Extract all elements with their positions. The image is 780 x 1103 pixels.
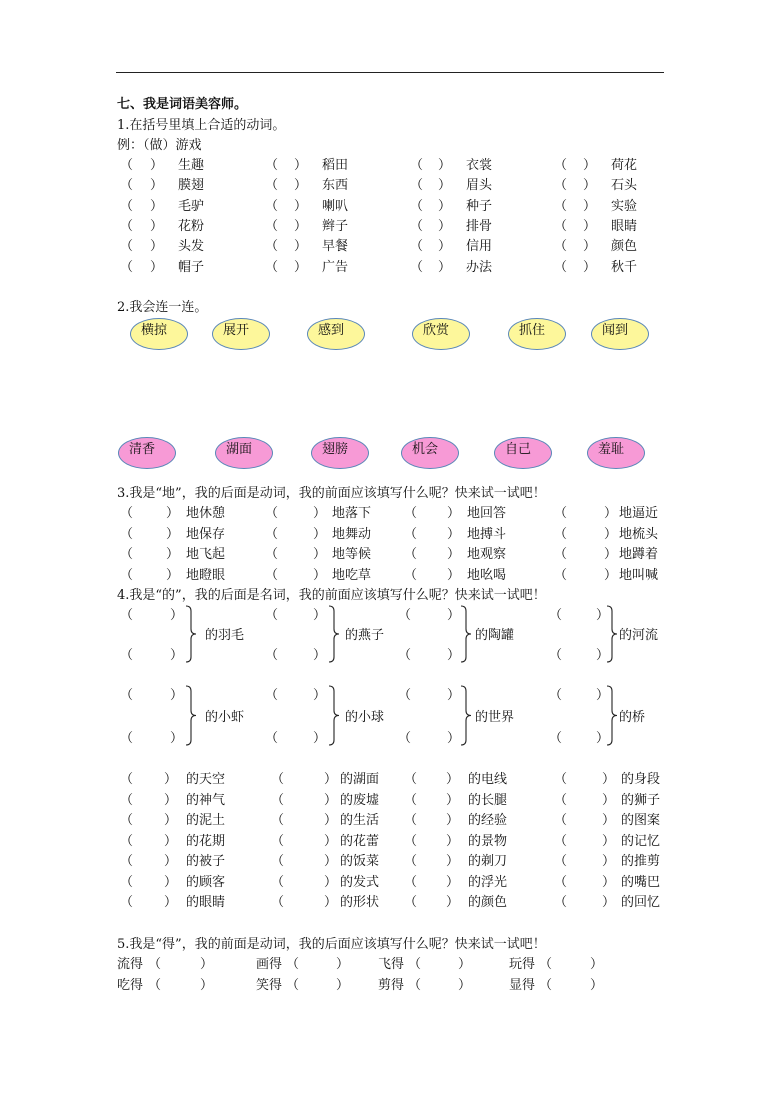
match-top-3[interactable]: 感到 — [307, 318, 365, 350]
blank-close-paren: ） — [324, 834, 338, 849]
q1-word: 眼睛 — [611, 219, 638, 234]
blank-close-paren: ） — [604, 568, 618, 583]
match-top-2[interactable]: 展开 — [212, 318, 270, 350]
blank-close-paren: ） — [324, 793, 338, 808]
blank-open-paren: （ — [404, 547, 418, 562]
blank-close-paren: ） — [150, 158, 164, 173]
q4-brace-word: 的世界 — [475, 710, 515, 725]
q1-word: 花粉 — [178, 219, 205, 234]
blank-close-paren: ） — [324, 813, 338, 828]
blank-close-paren: ） — [164, 895, 178, 910]
blank-open-paren: （ — [120, 158, 134, 173]
blank-close-paren: ） — [438, 199, 452, 214]
q5-word: 飞得 — [378, 957, 405, 972]
match-bottom-3[interactable]: 翅膀 — [311, 437, 369, 469]
q1-word: 石头 — [611, 178, 638, 193]
right-brace-icon — [459, 605, 475, 663]
blank-open-paren: （ — [549, 648, 563, 663]
blank-open-paren: （ — [120, 178, 134, 193]
q1-word: 头发 — [178, 239, 205, 254]
q1-word: 膜翅 — [178, 178, 205, 193]
q3-word: 地落下 — [332, 506, 372, 521]
blank-close-paren: ） — [602, 895, 616, 910]
blank-close-paren: ） — [447, 648, 461, 663]
q3-word: 地回答 — [467, 506, 507, 521]
q1-word: 辫子 — [322, 219, 349, 234]
q3-title: 3.我是“地”，我的后面是动词，我的前面应该填写什么呢？快来试一试吧！ — [117, 486, 546, 501]
q4-word: 的湖面 — [340, 772, 380, 787]
q1-word: 颜色 — [611, 239, 638, 254]
blank-open-paren: （ — [120, 239, 134, 254]
blank-open-paren: （ — [265, 506, 279, 521]
blank-close-paren: ） — [324, 875, 338, 890]
blank-close-paren: ） — [200, 978, 214, 993]
q4-brace-word: 的陶罐 — [475, 628, 515, 643]
q1-word: 种子 — [466, 199, 493, 214]
q3-word: 地吃草 — [332, 568, 372, 583]
q4-word: 的生活 — [340, 813, 380, 828]
match-bottom-5[interactable]: 自己 — [494, 437, 552, 469]
blank-open-paren: （ — [549, 608, 563, 623]
blank-open-paren: （ — [549, 688, 563, 703]
blank-open-paren: （ — [271, 813, 285, 828]
q4-word: 的被子 — [186, 854, 226, 869]
q3-word: 地舞动 — [332, 527, 372, 542]
blank-close-paren: ） — [294, 239, 308, 254]
blank-open-paren: （ — [120, 834, 134, 849]
blank-close-paren: ） — [166, 568, 180, 583]
blank-close-paren: ） — [166, 547, 180, 562]
blank-close-paren: ） — [164, 793, 178, 808]
blank-open-paren: （ — [265, 648, 279, 663]
blank-open-paren: （ — [404, 895, 418, 910]
q3-word: 地吆喝 — [467, 568, 507, 583]
right-brace-icon — [184, 685, 200, 746]
blank-close-paren: ） — [602, 772, 616, 787]
blank-close-paren: ） — [438, 158, 452, 173]
blank-open-paren: （ — [554, 793, 568, 808]
q4-word: 的花期 — [186, 834, 226, 849]
blank-close-paren: ） — [596, 731, 610, 746]
q4-word: 的花蕾 — [340, 834, 380, 849]
q4-title: 4.我是“的”，我的后面是名词，我的前面应该填写什么呢？快来试一试吧！ — [117, 588, 546, 603]
q1-word: 喇叭 — [322, 199, 349, 214]
blank-open-paren: （ — [265, 731, 279, 746]
blank-close-paren: ） — [336, 978, 350, 993]
blank-close-paren: ） — [313, 648, 327, 663]
q4-word: 的形状 — [340, 895, 380, 910]
blank-open-paren: （ — [398, 608, 412, 623]
blank-close-paren: ） — [170, 731, 184, 746]
blank-open-paren: （ — [554, 875, 568, 890]
q1-word: 稻田 — [322, 158, 349, 173]
blank-open-paren: （ — [408, 957, 422, 972]
q4-brace-word: 的桥 — [619, 710, 646, 725]
blank-close-paren: ） — [447, 506, 461, 521]
blank-open-paren: （ — [410, 219, 424, 234]
blank-close-paren: ） — [324, 895, 338, 910]
blank-open-paren: （ — [120, 608, 134, 623]
blank-open-paren: （ — [554, 199, 568, 214]
blank-open-paren: （ — [271, 895, 285, 910]
blank-close-paren: ） — [313, 527, 327, 542]
blank-close-paren: ） — [446, 772, 460, 787]
blank-close-paren: ） — [313, 688, 327, 703]
match-top-4[interactable]: 欣赏 — [412, 318, 470, 350]
q4-word: 的眼睛 — [186, 895, 226, 910]
blank-close-paren: ） — [166, 527, 180, 542]
blank-open-paren: （ — [120, 854, 134, 869]
blank-open-paren: （ — [120, 568, 134, 583]
blank-open-paren: （ — [286, 957, 300, 972]
blank-open-paren: （ — [148, 978, 162, 993]
blank-close-paren: ） — [294, 199, 308, 214]
q3-word: 地瞪眼 — [186, 568, 226, 583]
q1-word: 实验 — [611, 199, 638, 214]
blank-open-paren: （ — [148, 957, 162, 972]
blank-open-paren: （ — [539, 978, 553, 993]
blank-open-paren: （ — [398, 731, 412, 746]
blank-close-paren: ） — [446, 793, 460, 808]
match-bottom-2[interactable]: 湖面 — [215, 437, 273, 469]
blank-close-paren: ） — [458, 978, 472, 993]
blank-open-paren: （ — [549, 731, 563, 746]
blank-open-paren: （ — [404, 772, 418, 787]
match-bottom-1[interactable]: 清香 — [118, 437, 176, 469]
q4-word: 的经验 — [468, 813, 508, 828]
blank-open-paren: （ — [120, 731, 134, 746]
blank-open-paren: （ — [404, 875, 418, 890]
blank-open-paren: （ — [265, 219, 279, 234]
blank-open-paren: （ — [265, 199, 279, 214]
blank-close-paren: ） — [596, 648, 610, 663]
match-top-6[interactable]: 闻到 — [591, 318, 649, 350]
blank-close-paren: ） — [604, 527, 618, 542]
q4-word: 的推剪 — [621, 854, 661, 869]
blank-open-paren: （ — [398, 688, 412, 703]
q3-word: 地等候 — [332, 547, 372, 562]
blank-close-paren: ） — [313, 506, 327, 521]
q5-word: 吃得 — [117, 978, 144, 993]
blank-open-paren: （ — [554, 178, 568, 193]
blank-close-paren: ） — [447, 547, 461, 562]
blank-open-paren: （ — [120, 506, 134, 521]
q4-word: 的浮光 — [468, 875, 508, 890]
right-brace-icon — [327, 605, 343, 663]
blank-open-paren: （ — [404, 527, 418, 542]
q4-word: 的嘴巴 — [621, 875, 661, 890]
q1-word: 早餐 — [322, 239, 349, 254]
blank-open-paren: （ — [554, 527, 568, 542]
blank-open-paren: （ — [265, 178, 279, 193]
q4-brace-word: 的河流 — [619, 628, 659, 643]
blank-close-paren: ） — [596, 608, 610, 623]
blank-close-paren: ） — [446, 895, 460, 910]
q1-word: 东西 — [322, 178, 349, 193]
blank-open-paren: （ — [286, 978, 300, 993]
blank-open-paren: （ — [554, 158, 568, 173]
blank-open-paren: （ — [120, 260, 134, 275]
blank-close-paren: ） — [170, 648, 184, 663]
q4-brace-word: 的燕子 — [345, 628, 385, 643]
blank-open-paren: （ — [271, 854, 285, 869]
blank-close-paren: ） — [170, 688, 184, 703]
blank-close-paren: ） — [583, 158, 597, 173]
blank-close-paren: ） — [313, 731, 327, 746]
blank-open-paren: （ — [120, 813, 134, 828]
blank-open-paren: （ — [554, 239, 568, 254]
blank-close-paren: ） — [458, 957, 472, 972]
q3-word: 地叫喊 — [619, 568, 659, 583]
blank-close-paren: ） — [164, 875, 178, 890]
q1-word: 信用 — [466, 239, 493, 254]
blank-open-paren: （ — [120, 219, 134, 234]
blank-close-paren: ） — [602, 834, 616, 849]
q1-word: 帽子 — [178, 260, 205, 275]
blank-open-paren: （ — [408, 978, 422, 993]
blank-close-paren: ） — [150, 178, 164, 193]
q3-word: 地蹲着 — [619, 547, 659, 562]
blank-open-paren: （ — [120, 547, 134, 562]
blank-open-paren: （ — [265, 547, 279, 562]
q1-word: 毛驴 — [178, 199, 205, 214]
blank-open-paren: （ — [404, 854, 418, 869]
blank-open-paren: （ — [265, 568, 279, 583]
blank-close-paren: ） — [150, 260, 164, 275]
q3-word: 地搏斗 — [467, 527, 507, 542]
q3-word: 地飞起 — [186, 547, 226, 562]
section-title: 七、我是词语美容师。 — [117, 97, 248, 112]
blank-open-paren: （ — [410, 199, 424, 214]
match-bottom-6[interactable]: 羞耻 — [587, 437, 645, 469]
blank-open-paren: （ — [410, 158, 424, 173]
q4-word: 的身段 — [621, 772, 661, 787]
blank-open-paren: （ — [404, 793, 418, 808]
blank-close-paren: ） — [604, 547, 618, 562]
match-bottom-4[interactable]: 机会 — [401, 437, 459, 469]
blank-close-paren: ） — [602, 813, 616, 828]
blank-close-paren: ） — [150, 219, 164, 234]
q1-word: 衣裳 — [466, 158, 493, 173]
blank-open-paren: （ — [410, 178, 424, 193]
q3-word: 地梳头 — [619, 527, 659, 542]
q4-word: 的颜色 — [468, 895, 508, 910]
q4-word: 的电线 — [468, 772, 508, 787]
blank-open-paren: （ — [554, 854, 568, 869]
blank-open-paren: （ — [265, 608, 279, 623]
blank-close-paren: ） — [313, 608, 327, 623]
blank-close-paren: ） — [294, 178, 308, 193]
blank-open-paren: （ — [554, 506, 568, 521]
q5-word: 流得 — [117, 957, 144, 972]
blank-open-paren: （ — [404, 506, 418, 521]
blank-open-paren: （ — [404, 568, 418, 583]
blank-close-paren: ） — [166, 506, 180, 521]
blank-close-paren: ） — [200, 957, 214, 972]
blank-close-paren: ） — [583, 219, 597, 234]
blank-close-paren: ） — [336, 957, 350, 972]
q1-word: 眉头 — [466, 178, 493, 193]
blank-close-paren: ） — [447, 608, 461, 623]
q4-word: 的图案 — [621, 813, 661, 828]
blank-open-paren: （ — [398, 648, 412, 663]
q4-brace-word: 的羽毛 — [205, 628, 245, 643]
q1-word: 荷花 — [611, 158, 638, 173]
blank-close-paren: ） — [164, 854, 178, 869]
q5-word: 显得 — [509, 978, 536, 993]
q4-brace-word: 的小虾 — [205, 710, 245, 725]
blank-close-paren: ） — [590, 957, 604, 972]
q4-brace-word: 的小球 — [345, 710, 385, 725]
q1-word: 生趣 — [178, 158, 205, 173]
blank-open-paren: （ — [554, 772, 568, 787]
blank-close-paren: ） — [294, 219, 308, 234]
blank-open-paren: （ — [120, 793, 134, 808]
blank-close-paren: ） — [438, 178, 452, 193]
q4-word: 的废墟 — [340, 793, 380, 808]
q1-word: 排骨 — [466, 219, 493, 234]
blank-open-paren: （ — [265, 688, 279, 703]
blank-close-paren: ） — [602, 854, 616, 869]
blank-open-paren: （ — [271, 772, 285, 787]
blank-close-paren: ） — [447, 527, 461, 542]
q4-word: 的饭菜 — [340, 854, 380, 869]
q1-title: 1.在括号里填上合适的动词。 — [117, 118, 286, 133]
q4-word: 的长腿 — [468, 793, 508, 808]
blank-open-paren: （ — [265, 260, 279, 275]
blank-open-paren: （ — [554, 813, 568, 828]
q5-title: 5.我是“得”，我的前面是动词，我的后面应该填写什么呢？快来试一试吧！ — [117, 937, 546, 952]
blank-close-paren: ） — [164, 813, 178, 828]
blank-open-paren: （ — [554, 260, 568, 275]
blank-open-paren: （ — [554, 834, 568, 849]
q4-word: 的剃刀 — [468, 854, 508, 869]
right-brace-icon — [459, 685, 475, 746]
blank-open-paren: （ — [410, 260, 424, 275]
q4-word: 的狮子 — [621, 793, 661, 808]
blank-open-paren: （ — [120, 199, 134, 214]
blank-open-paren: （ — [265, 239, 279, 254]
blank-close-paren: ） — [604, 506, 618, 521]
blank-open-paren: （ — [120, 527, 134, 542]
blank-close-paren: ） — [438, 260, 452, 275]
blank-open-paren: （ — [554, 547, 568, 562]
q3-word: 地休憩 — [186, 506, 226, 521]
blank-close-paren: ） — [446, 834, 460, 849]
blank-open-paren: （ — [554, 895, 568, 910]
blank-open-paren: （ — [404, 834, 418, 849]
q4-word: 的神气 — [186, 793, 226, 808]
blank-close-paren: ） — [164, 834, 178, 849]
q3-word: 地逼近 — [619, 506, 659, 521]
blank-open-paren: （ — [404, 813, 418, 828]
q5-word: 玩得 — [509, 957, 536, 972]
q5-word: 笑得 — [256, 978, 283, 993]
q4-word: 的回忆 — [621, 895, 661, 910]
blank-close-paren: ） — [164, 772, 178, 787]
blank-close-paren: ） — [324, 854, 338, 869]
blank-open-paren: （ — [271, 875, 285, 890]
blank-open-paren: （ — [120, 688, 134, 703]
blank-close-paren: ） — [590, 978, 604, 993]
q1-word: 广告 — [322, 260, 349, 275]
blank-close-paren: ） — [438, 239, 452, 254]
header-rule — [116, 72, 664, 73]
q4-word: 的景物 — [468, 834, 508, 849]
match-top-1[interactable]: 横掠 — [130, 318, 188, 350]
blank-close-paren: ） — [583, 178, 597, 193]
q4-word: 的记忆 — [621, 834, 661, 849]
blank-open-paren: （ — [265, 527, 279, 542]
blank-close-paren: ） — [438, 219, 452, 234]
blank-open-paren: （ — [539, 957, 553, 972]
q4-word: 的发式 — [340, 875, 380, 890]
blank-close-paren: ） — [446, 813, 460, 828]
blank-open-paren: （ — [271, 793, 285, 808]
q5-word: 剪得 — [378, 978, 405, 993]
blank-close-paren: ） — [447, 688, 461, 703]
blank-close-paren: ） — [313, 547, 327, 562]
blank-open-paren: （ — [120, 772, 134, 787]
blank-close-paren: ） — [583, 260, 597, 275]
q3-word: 地保存 — [186, 527, 226, 542]
q2-title: 2.我会连一连。 — [117, 300, 208, 315]
q4-word: 的顾客 — [186, 875, 226, 890]
blank-close-paren: ） — [150, 239, 164, 254]
blank-close-paren: ） — [602, 793, 616, 808]
blank-close-paren: ） — [596, 688, 610, 703]
q1-word: 办法 — [466, 260, 493, 275]
q1-example: 例：（做）游戏 — [117, 138, 202, 153]
blank-close-paren: ） — [150, 199, 164, 214]
blank-close-paren: ） — [583, 199, 597, 214]
q1-word: 秋千 — [611, 260, 638, 275]
blank-open-paren: （ — [265, 158, 279, 173]
blank-open-paren: （ — [554, 219, 568, 234]
right-brace-icon — [184, 605, 200, 663]
blank-close-paren: ） — [447, 568, 461, 583]
blank-close-paren: ） — [446, 854, 460, 869]
blank-close-paren: ） — [294, 260, 308, 275]
q4-word: 的天空 — [186, 772, 226, 787]
match-top-5[interactable]: 抓住 — [508, 318, 566, 350]
blank-close-paren: ） — [170, 608, 184, 623]
blank-open-paren: （ — [120, 895, 134, 910]
blank-close-paren: ） — [602, 875, 616, 890]
blank-open-paren: （ — [271, 834, 285, 849]
blank-close-paren: ） — [324, 772, 338, 787]
q3-word: 地观察 — [467, 547, 507, 562]
blank-close-paren: ） — [583, 239, 597, 254]
blank-close-paren: ） — [447, 731, 461, 746]
blank-open-paren: （ — [554, 568, 568, 583]
blank-open-paren: （ — [120, 648, 134, 663]
blank-close-paren: ） — [446, 875, 460, 890]
right-brace-icon — [327, 685, 343, 746]
blank-close-paren: ） — [294, 158, 308, 173]
blank-open-paren: （ — [120, 875, 134, 890]
blank-close-paren: ） — [313, 568, 327, 583]
q4-word: 的泥土 — [186, 813, 226, 828]
blank-open-paren: （ — [410, 239, 424, 254]
q5-word: 画得 — [256, 957, 283, 972]
